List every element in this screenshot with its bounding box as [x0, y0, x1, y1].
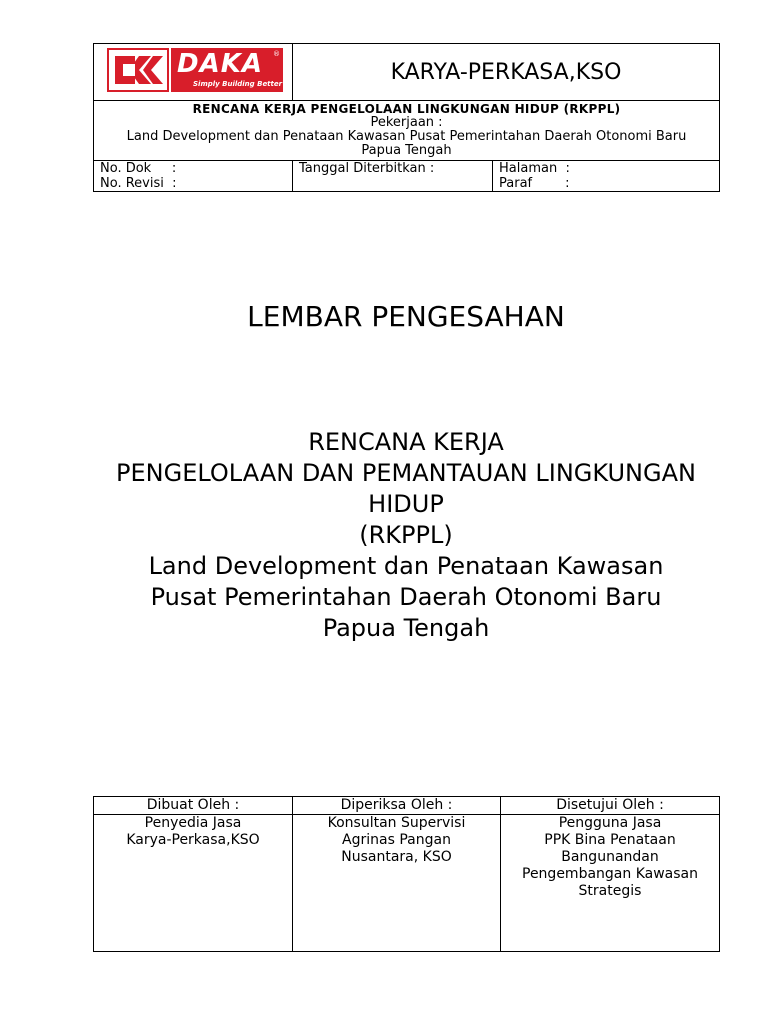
signatory-line: Pengembangan Kawasan — [522, 866, 698, 882]
daka-logo-mark-icon — [107, 48, 169, 92]
work-title-line2: Papua Tengah — [361, 143, 452, 158]
title-line: Papua Tengah — [322, 614, 490, 642]
logo-registered-mark: ® — [273, 50, 280, 58]
tanggal-label: Tanggal Diterbitkan : — [299, 161, 435, 176]
signatory-line: Agrinas Pangan — [342, 832, 451, 848]
page-paraf-cell — [493, 161, 720, 192]
header-table — [93, 43, 720, 192]
paraf-label: Paraf : — [499, 176, 570, 191]
title-line: Pusat Pemerintahan Daerah Otonomi Baru — [150, 583, 662, 611]
signatory-line: Pengguna Jasa — [558, 815, 662, 831]
checked-by-cell — [293, 815, 501, 952]
signatory-line: Karya-Perkasa,KSO — [126, 832, 260, 848]
work-label: Pekerjaan : — [370, 115, 443, 130]
signatory-line: PPK Bina Penataan — [544, 832, 676, 848]
logo-tagline: Simply Building Better — [193, 80, 283, 88]
logo-cell — [94, 44, 293, 101]
no-dok-label: No. Dok : — [100, 161, 177, 176]
logo-wordmark: DAKA — [177, 49, 263, 79]
doc-title-cell — [94, 101, 720, 161]
title-line: (RKPPL) — [359, 521, 453, 549]
halaman-label: Halaman : — [499, 161, 570, 176]
work-title-line1: Land Development dan Penataan Kawasan Pusat Pemerintahan Daerah Otonomi Baru — [126, 129, 687, 144]
prepared-by-header: Dibuat Oleh : — [94, 797, 293, 815]
signatory-line: Penyedia Jasa — [144, 815, 242, 831]
checked-by-header: Diperiksa Oleh : — [293, 797, 501, 815]
company-name: KARYA-PERKASA,KSO — [293, 44, 720, 101]
logo-symbol-icon — [109, 50, 167, 90]
title-line: PENGELOLAAN DAN PEMANTAUAN LINGKUNGAN — [116, 459, 696, 487]
prepared-by-cell — [94, 815, 293, 952]
title-line: RENCANA KERJA — [308, 428, 504, 456]
title-line: Land Development dan Penataan Kawasan — [148, 552, 664, 580]
issue-date-cell — [293, 161, 493, 192]
page-heading: LEMBAR PENGESAHAN — [247, 300, 565, 333]
signatory-line: Konsultan Supervisi — [327, 815, 466, 831]
signatory-line: Strategis — [578, 883, 642, 899]
doc-type: RENCANA KERJA PENGELOLAAN LINGKUNGAN HIDUP (RKPPL) — [192, 102, 621, 116]
approved-by-cell — [501, 815, 720, 952]
signatory-line: Bangunandan — [561, 849, 659, 865]
approved-by-header: Disetujui Oleh : — [501, 797, 720, 815]
title-line: HIDUP — [368, 490, 444, 518]
no-revisi-label: No. Revisi : — [100, 176, 177, 191]
signature-table — [93, 796, 720, 952]
daka-logo — [107, 48, 283, 92]
signatory-line: Nusantara, KSO — [341, 849, 452, 865]
document-title — [80, 427, 732, 644]
doc-number-cell — [94, 161, 293, 192]
